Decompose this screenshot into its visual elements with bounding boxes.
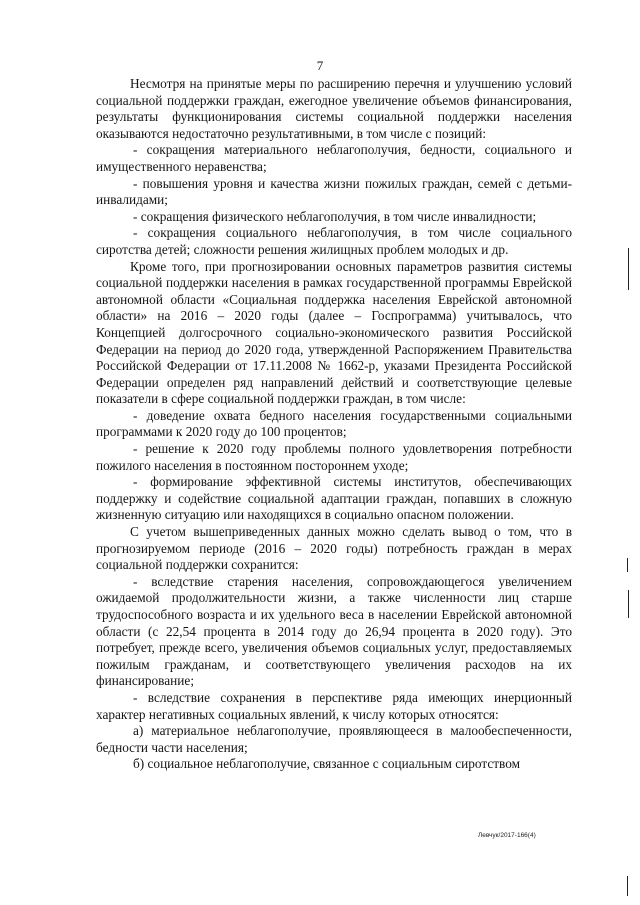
list-item: - формирование эффективной системы институтов, обеспечивающих поддержку и содействие социальной адаптации граждан, попавших в сложную жизненную ситуацию или находящихся в социально опасном положении.: [96, 474, 572, 523]
list-item: - сокращения физического неблагополучия, в том числе инвалидности;: [133, 208, 537, 224]
list-item: - доведение охвата бедного населения государственными социальными программами к 2020 году до 100 процентов;: [96, 407, 572, 440]
list-item: - вследствие сохранения в перспективе ряда имеющих инерционный характер негативных социальных явлений, к числу которых относятся:: [96, 689, 572, 722]
list-item: - повышения уровня и качества жизни пожилых граждан, семей с детьми-инвалидами;: [96, 175, 572, 208]
list-item: - сокращения социального неблагополучия, в том числе социального сиротства детей; сложности решения жилищных проблем молодых и др.: [96, 225, 572, 257]
list-item: - решение к 2020 году проблемы полного удовлетворения потребности пожилого населения в постоянном постороннем уходе;: [96, 441, 572, 473]
list-item: а) материальное неблагополучие, проявляющееся в малообеспеченности, бедности части населения;: [96, 723, 572, 755]
document-code: Левчук/2017-166(4): [478, 832, 536, 839]
list-item: - сокращения материального неблагополучия, бедности, социального и имущественного неравенства;: [96, 142, 572, 174]
list-item: - вследствие старения населения, сопровождающегося увеличением ожидаемой продолжительности жизни, а также численности лиц старше трудоспособного возраста и их удельного веса в населении Еврейской автономной области (с 22,54 процента в 2014 году до 26,94 процента в 2020 году). Это потребует, прежде всего, увеличения объемов социальных услуг, предоставляемых пожилым гражданам, и соответствующего увеличения расходов на их финансирование;: [96, 573, 572, 689]
paragraph-conclusion: С учетом вышеприведенных данных можно сделать вывод о том, что в прогнозируемом периоде (2016 – 2020 годы) потребность граждан в мерах социальной поддержки сохранится:: [96, 524, 572, 573]
scan-edge-mark: [627, 876, 628, 896]
scan-edge-mark: [628, 590, 629, 618]
paragraph-concept: Кроме того, при прогнозировании основных параметров развития системы социальной поддержки населения в рамках государственной программы Еврейской автономной области «Социальная поддержка населения Еврейской автономной области» на 2016 – 2020 годы (далее – Госпрограмма) учитывалось, что Концепцией долгосрочного социально-экономического развития Российской Федерации на период до 2020 года, утвержденной Распоряжением Правительства Российской Федерации от 17.11.2008 № 1662-р, указами Президента Российской Федерации определен ряд направлений действий и соответствующие целевые показатели в сфере социальной поддержки граждан, в том числе:: [96, 258, 572, 407]
list-item: б) социальное неблагополучие, связанное с социальным сиротством: [133, 756, 521, 772]
page-number: 7: [316, 58, 324, 73]
scan-edge-mark: [627, 558, 628, 572]
paragraph-intro: Несмотря на принятые меры по расширению перечня и улучшению условий социальной поддержки граждан, ежегодное увеличение объемов финансирования, результаты функционирования системы социальной поддержки населения оказываются недостаточно результативными, в том числе с позиций:: [96, 76, 572, 141]
scan-edge-mark: [628, 248, 629, 290]
document-body: [96, 76, 572, 773]
